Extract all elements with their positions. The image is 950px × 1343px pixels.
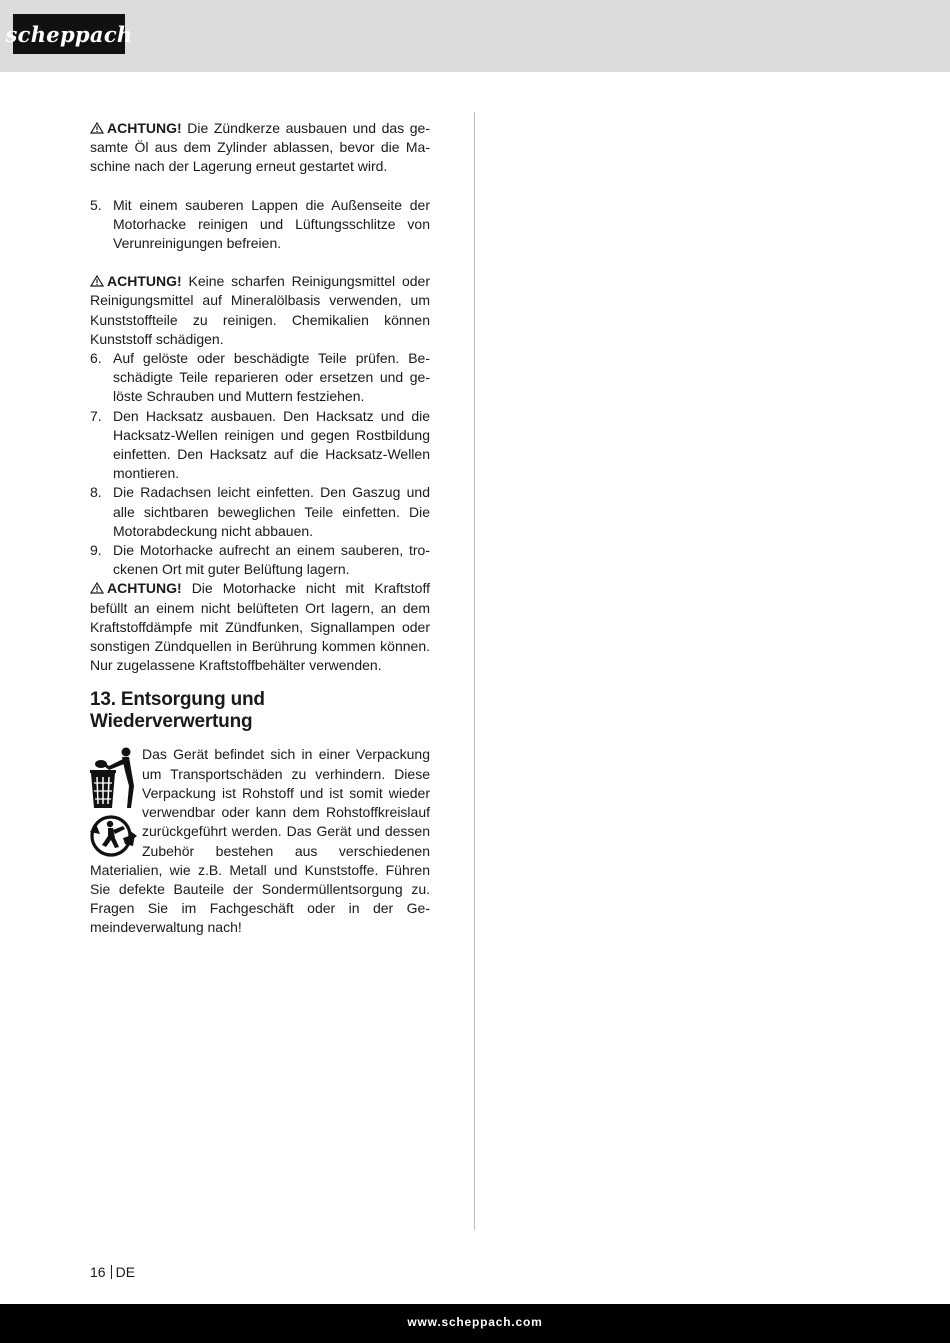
list-item-6 xyxy=(90,349,430,407)
page-number: 16 xyxy=(90,1264,106,1280)
warning-triangle-icon xyxy=(90,122,104,134)
list-text: Auf gelöste oder beschädigte Teile prüfen. Beschädigte Teile reparieren oder ersetzen und gelöste Schrauben und Muttern festziehen. xyxy=(113,350,430,405)
page-footer-label xyxy=(90,1264,135,1280)
disposal-icons xyxy=(89,746,137,860)
list-text: Die Motorhacke aufrecht an einem sauberen, trockenen Ort mit guter Belüftung lagern. xyxy=(113,542,430,578)
warning-label: ACHTUNG! xyxy=(107,580,182,597)
warning-label: ACHTUNG! xyxy=(107,273,182,290)
list-text: Mit einem sauberen Lappen die Außenseite der Motorhacke reinigen und Lüftungsschlitze von Verunreinigungen befreien. xyxy=(113,196,430,252)
website-url: www.scheppach.com xyxy=(407,1315,543,1329)
logo-text: scheppach xyxy=(5,21,133,47)
warning-text: Die Motorhacke nicht mit Kraftstoff befüllt an einem nicht belüfteten Ort lagern, an dem Kraftstoffdämpfe mit Zündfunken, Signallampen oder sonstigen Zündquellen in Berührung kommen können. Nur zugelassene Kraftstoffbehälter verwenden. xyxy=(90,580,430,674)
warning-paragraph-3 xyxy=(90,579,430,675)
warning-label: ACHTUNG! xyxy=(107,120,182,136)
list-text: Den Hacksatz ausbauen. Den Hacksatz und die Hacksatz-Wellen reinigen und gegen Rostbildung einfetten. Den Hacksatz auf die Hacksatz-Wellen montieren. xyxy=(113,407,430,482)
footer-band xyxy=(0,1304,950,1343)
list-item-5 xyxy=(90,196,430,254)
list-number: 5. xyxy=(90,196,102,213)
waste-bin-icon xyxy=(90,748,134,809)
column-divider xyxy=(474,112,475,1230)
spacer xyxy=(90,177,430,196)
warning-paragraph-2 xyxy=(90,272,430,349)
list-number: 6. xyxy=(90,350,102,367)
spacer xyxy=(90,253,430,272)
list-number: 9. xyxy=(90,542,102,559)
list-item-7 xyxy=(90,407,430,484)
footer-separator xyxy=(111,1265,112,1279)
list-text: Die Radachsen leicht einfetten. Den Gaszug und alle sichtbaren beweglichen Teile einfetten. Die Motorabdeckung nicht abbauen. xyxy=(113,484,430,539)
list-number: 7. xyxy=(90,407,102,424)
language-code: DE xyxy=(115,1264,136,1280)
left-column xyxy=(90,119,430,938)
section-title: 13. Entsorgung und Wiederverwertung xyxy=(90,689,265,733)
warning-triangle-icon xyxy=(90,582,104,594)
warning-paragraph-1 xyxy=(90,119,430,177)
warning-text: Die Zündkerze ausbauen und das gesamte Öl aus dem Zylinder ablassen, bevor die Maschine nach der Lagerung erneut gestartet wird. xyxy=(90,120,430,175)
list-item-8 xyxy=(90,483,430,541)
list-number: 8. xyxy=(90,484,102,501)
warning-triangle-icon xyxy=(90,275,104,287)
header-band xyxy=(0,0,950,72)
list-item-9 xyxy=(90,541,430,579)
warning-text: Keine scharfen Reinigungsmittel oder Reinigungsmittel auf Mineralölbasis verwenden, um Kunststoffteile zu reinigen. Chemikalien können Kunststoff schädigen. xyxy=(90,273,430,347)
disposal-section xyxy=(90,745,430,937)
scheppach-logo xyxy=(5,14,133,54)
recycling-icon xyxy=(90,817,137,855)
disposal-text: Das Gerät befindet sich in einer Verpackung um Transportschäden zu verhindern. Diese Verpackung ist Rohstoff und ist somit wieder verwendbar oder kann dem Rohstoffkreislauf zurückgeführt werden. Das Gerät und dessen Zubehör bestehen aus verschiedenen Materialien, wie z.B. Metall und Kunststoffe. Führen Sie defekte Bauteile der Sondermüllentsorgung zu. Fragen Sie im Fachgeschäft oder in der Gemeindeverwaltung nach! xyxy=(90,746,430,936)
